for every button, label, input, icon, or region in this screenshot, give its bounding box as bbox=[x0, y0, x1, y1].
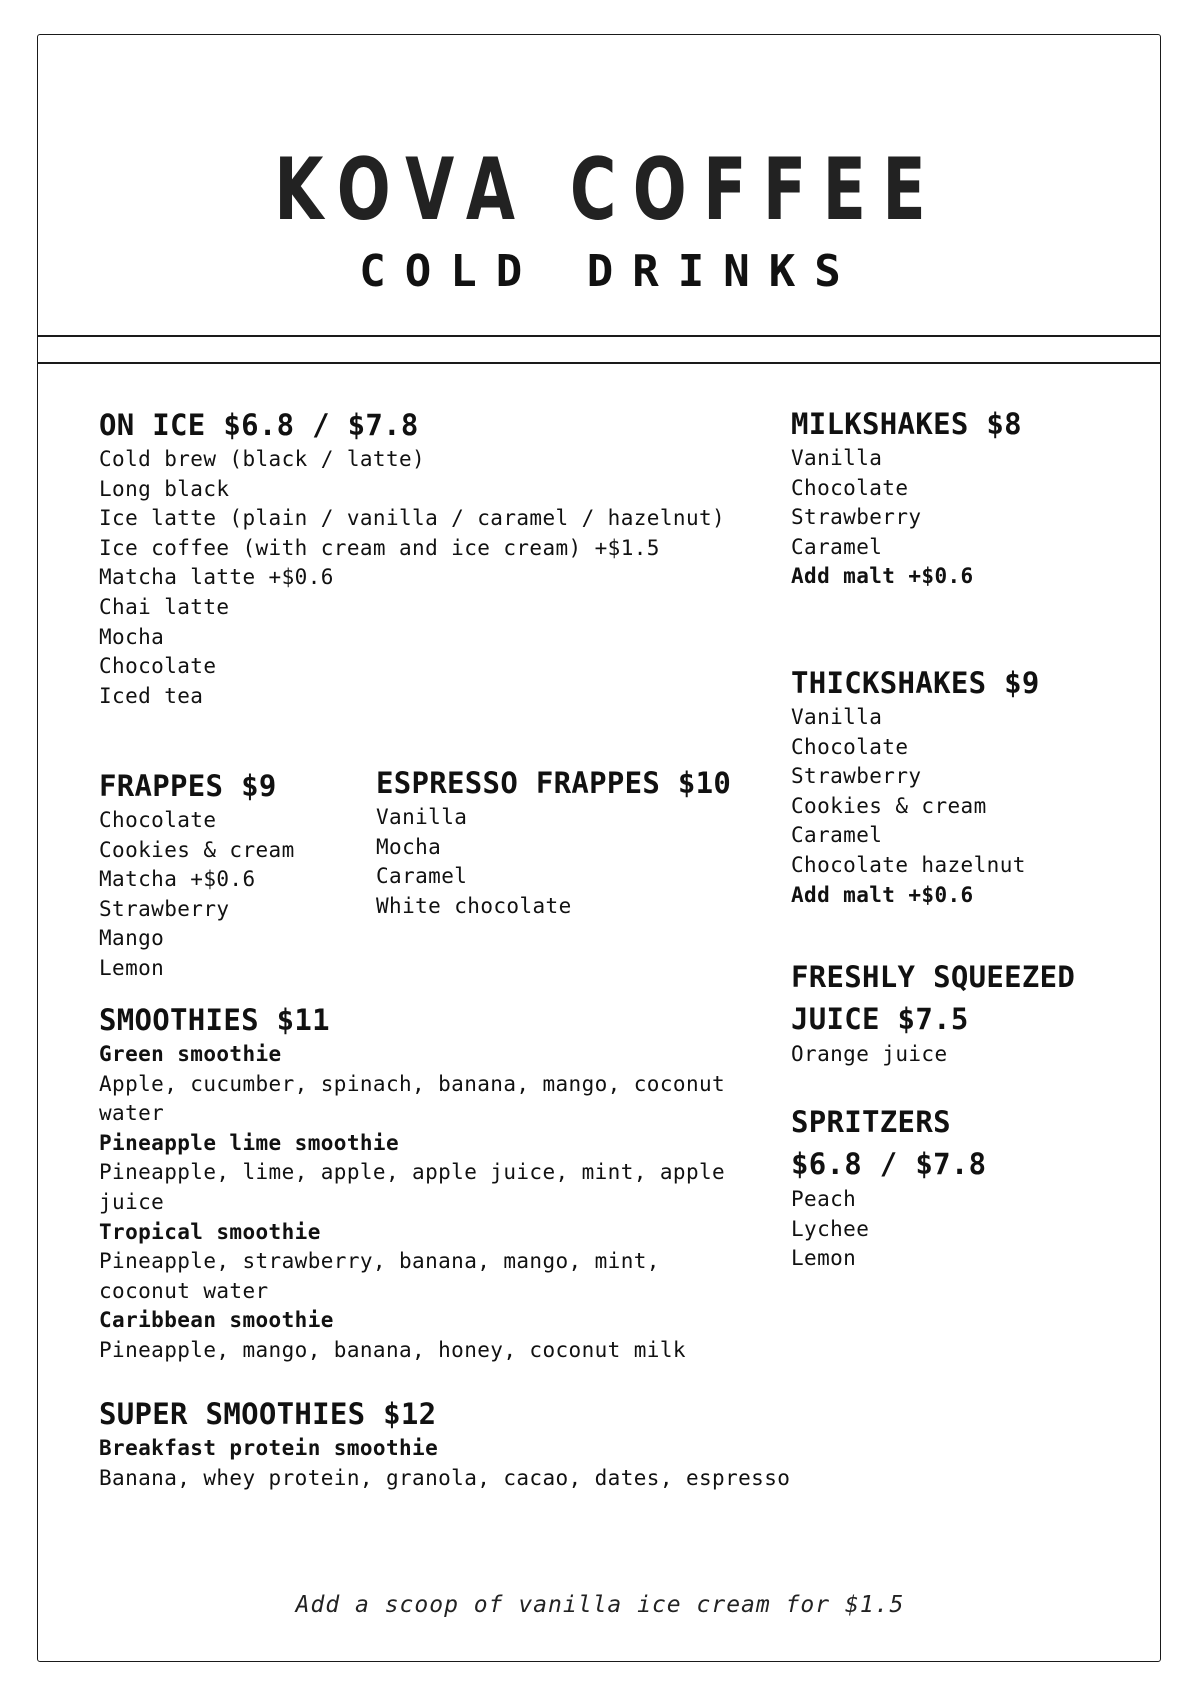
divider-bottom bbox=[37, 362, 1161, 364]
menu-item: Mocha bbox=[376, 834, 442, 859]
section-frappes bbox=[99, 766, 295, 984]
section-title: FRAPPES $9 bbox=[99, 769, 277, 803]
section-title: MILKSHAKES $8 bbox=[791, 407, 1022, 441]
section-title-line2: JUICE $7.5 bbox=[791, 1002, 969, 1036]
menu-item: Mango bbox=[99, 926, 165, 951]
menu-item: Chai latte bbox=[99, 594, 230, 619]
smoothie-ingredients: Pineapple, strawberry, banana, mango, mint, coconut water bbox=[99, 1249, 660, 1303]
smoothie-name: Pineapple lime smoothie bbox=[99, 1130, 399, 1155]
menu-item: Lemon bbox=[99, 955, 165, 980]
menu-item: Caramel bbox=[791, 534, 883, 559]
menu-item: Matcha +$0.6 bbox=[99, 867, 256, 892]
menu-item: Caramel bbox=[376, 864, 468, 889]
section-title: SMOOTHIES $11 bbox=[99, 1003, 330, 1037]
smoothie-name: Green smoothie bbox=[99, 1042, 282, 1066]
menu-item: Chocolate hazelnut bbox=[791, 852, 1026, 877]
menu-item: Lemon bbox=[791, 1246, 857, 1271]
item-list bbox=[99, 445, 725, 711]
footer-note: Add a scoop of vanilla ice cream for $1.5 bbox=[295, 1592, 905, 1618]
menu-item: Orange juice bbox=[791, 1042, 948, 1066]
menu-item: Chocolate bbox=[791, 734, 909, 759]
menu-item: Cookies & cream bbox=[99, 837, 295, 862]
smoothie-ingredients: Apple, cucumber, spinach, banana, mango, coconut water bbox=[99, 1071, 726, 1126]
menu-item: Strawberry bbox=[791, 764, 922, 789]
menu-item: Strawberry bbox=[791, 505, 922, 530]
smoothie-name: Breakfast protein smoothie bbox=[99, 1436, 439, 1460]
section-title: ESPRESSO FRAPPES $10 bbox=[376, 766, 732, 800]
menu-item: Mocha bbox=[99, 624, 165, 649]
section-title: ON ICE $6.8 / $7.8 bbox=[99, 408, 419, 442]
menu-item: Vanilla bbox=[376, 805, 468, 829]
addon-note: Add malt +$0.6 bbox=[791, 564, 974, 589]
menu-item: Iced tea bbox=[99, 683, 204, 708]
smoothie-ingredients: Banana, whey protein, granola, cacao, dates, espresso bbox=[99, 1465, 791, 1490]
menu-item: Peach bbox=[791, 1187, 857, 1211]
addon-note: Add malt +$0.6 bbox=[791, 882, 974, 907]
divider-top bbox=[37, 335, 1161, 337]
smoothie-ingredients: Pineapple, mango, banana, honey, coconut milk bbox=[99, 1337, 686, 1362]
menu-item: Long black bbox=[99, 476, 230, 501]
menu-item: Caramel bbox=[791, 823, 883, 848]
menu-item: Lychee bbox=[791, 1216, 870, 1241]
section-super-smoothies bbox=[99, 1394, 790, 1493]
menu-item: Chocolate bbox=[99, 808, 217, 832]
brand-title: KOVA COFFEE bbox=[274, 140, 943, 240]
menu-item: Chocolate bbox=[791, 475, 909, 500]
section-thickshakes bbox=[791, 663, 1040, 910]
menu-item: Chocolate bbox=[99, 654, 217, 679]
smoothie-name: Caribbean smoothie bbox=[99, 1308, 334, 1333]
smoothie-ingredients: Pineapple, lime, apple, apple juice, mint, apple juice bbox=[99, 1160, 726, 1214]
menu-item: White chocolate bbox=[376, 893, 572, 918]
menu-item: Ice latte (plain / vanilla / caramel / hazelnut) bbox=[99, 506, 726, 531]
section-on-ice bbox=[99, 405, 725, 711]
section-title-line2: $6.8 / $7.8 bbox=[791, 1147, 987, 1181]
section-juice bbox=[791, 956, 1075, 1070]
section-smoothies bbox=[99, 1000, 725, 1366]
smoothie-name: Tropical smoothie bbox=[99, 1219, 321, 1244]
section-milkshakes bbox=[791, 404, 1022, 592]
menu-item: Matcha latte +$0.6 bbox=[99, 565, 334, 590]
menu-item: Vanilla bbox=[791, 446, 883, 470]
section-title-line1: FRESHLY SQUEEZED bbox=[791, 960, 1076, 994]
menu-item: Vanilla bbox=[791, 705, 883, 729]
section-title: THICKSHAKES $9 bbox=[791, 666, 1040, 700]
menu-subtitle: COLD DRINKS bbox=[359, 246, 860, 297]
menu-item: Ice coffee (with cream and ice cream) +$1.5 bbox=[99, 535, 660, 560]
menu-item: Strawberry bbox=[99, 896, 230, 921]
menu-item: Cold brew (black / latte) bbox=[99, 447, 426, 471]
section-espresso-frappes bbox=[376, 763, 731, 921]
menu-item: Cookies & cream bbox=[791, 793, 987, 818]
section-title: SUPER SMOOTHIES $12 bbox=[99, 1397, 437, 1431]
section-spritzers bbox=[791, 1101, 986, 1274]
section-title-line1: SPRITZERS bbox=[791, 1105, 951, 1139]
